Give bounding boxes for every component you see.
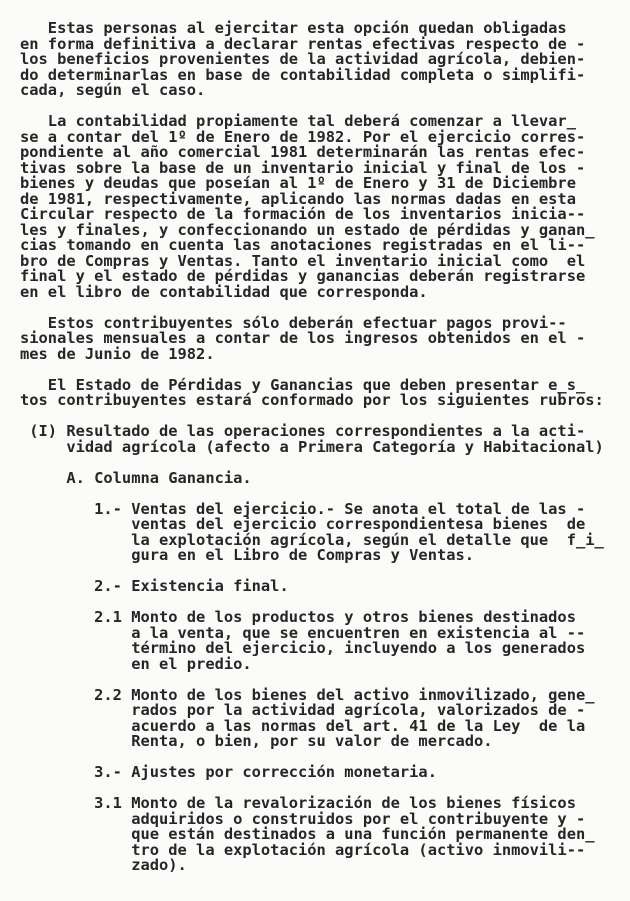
text-line: tro de la explotación agrícola (activo inmovili-- — [20, 840, 586, 859]
text-line: Circular respecto de la formación de los inventarios inicia-- — [20, 205, 586, 223]
item-I — [20, 424, 624, 455]
text-line: A. Columna Ganancia. — [20, 468, 252, 487]
text-line: la explotación agrícola, según el detalle que f̲i̲ — [20, 530, 604, 549]
text-line: 1.- Ventas del ejercicio.- Se anota el total de las - — [20, 499, 586, 518]
text-line: tos contribuyentes estará conformado por los siguientes rubros: — [20, 391, 604, 409]
text-line: cada, según el caso. — [20, 81, 206, 99]
text-line: gura en el Libro de Compras y Ventas. — [20, 546, 475, 564]
text-line: 3.1 Monto de la revalorización de los bienes físicos — [20, 794, 576, 812]
item-1 — [20, 499, 624, 564]
paragraph-4 — [20, 375, 624, 409]
item-3 — [20, 765, 624, 781]
text-line: en el libro de contabilidad que corresponda. — [20, 282, 428, 301]
text-line: rados por la actividad agrícola, valorizados de - — [20, 701, 586, 719]
text-line: 2.2 Monto de los bienes del activo inmovilizado, gene̲ — [20, 685, 595, 704]
text-line: 2.- Existencia final. — [20, 577, 289, 595]
text-line: en el predio. — [20, 654, 252, 673]
text-line: ventas del ejercicio correspondientesa bienes de — [20, 515, 586, 533]
text-line: final y el estado de pérdidas y ganancias deberán registrarse — [20, 267, 586, 285]
item-2-1 — [20, 610, 624, 672]
text-line: Estos contribuyentes sólo deberán efectuar pagos provi-- — [20, 313, 567, 332]
text-line: adquiridos o construidos por el contribuyente y - — [20, 809, 586, 828]
text-line: Estas personas al ejercitar esta opción quedan obligadas — [20, 19, 567, 37]
text-line: término del ejercicio, incluyendo a los generados — [20, 639, 586, 657]
text-line: les y finales, y confeccionando un estado de pérdidas y ganan̲ — [20, 220, 595, 239]
text-line: 2.1 Monto de los productos y otros bienes destinados — [20, 608, 576, 626]
paragraph-1 — [20, 21, 624, 99]
text-line: sionales mensuales a contar de los ingresos obtenidos en el - — [20, 329, 586, 347]
text-line: que están destinados a una función permanente den̲ — [20, 825, 595, 843]
text-line: los beneficios provenientes de la actividad agrícola, debien- — [20, 50, 586, 68]
text-line: El Estado de Pérdidas y Ganancias que deben presentar e̲s̲ — [20, 375, 586, 394]
text-line: tivas sobre la base de un inventario inicial y final de los - — [20, 158, 586, 177]
item-3-1 — [20, 796, 624, 874]
text-line: Renta, o bien, por su valor de mercado. — [20, 732, 493, 750]
text-line: a la venta, que se encuentren en existencia al -- — [20, 623, 586, 642]
text-line: en forma definitiva a declarar rentas efectivas respecto de - — [20, 34, 586, 53]
text-line: La contabilidad propiamente tal deberá comenzar a llevar̲ — [20, 112, 576, 130]
text-line: bienes y deudas que poseían al 1º de Enero y 31 de Diciembre — [20, 174, 576, 192]
document-text — [20, 21, 624, 874]
text-line: vidad agrícola (afecto a Primera Categoría y Habitacional) — [20, 437, 604, 456]
text-line: mes de Junio de 1982. — [20, 344, 215, 363]
text-line: se a contar del 1º de Enero de 1982. Por el ejercicio corres- — [20, 127, 586, 146]
text-line: zado). — [20, 856, 187, 874]
item-2 — [20, 579, 624, 595]
item-2-2 — [20, 685, 624, 750]
text-line: (I) Resultado de las operaciones correspondientes a la acti- — [20, 422, 586, 440]
paragraph-2 — [20, 114, 624, 300]
text-line: bro de Compras y Ventas. Tanto el inventario inicial como el — [20, 251, 586, 270]
text-line: cias tomando en cuenta las anotaciones registradas en el li-- — [20, 236, 586, 254]
text-line: de 1981, respectivamente, aplicando las normas dadas en esta — [20, 189, 576, 208]
text-line: 3.- Ajustes por corrección monetaria. — [20, 763, 437, 781]
text-line: do determinarlas en base de contabilidad completa o simplifi- — [20, 65, 586, 84]
item-A — [20, 468, 624, 487]
text-line: acuerdo a las normas del art. 41 de la Ley de la — [20, 716, 586, 735]
paragraph-3 — [20, 313, 624, 363]
text-line: pondiente al año comercial 1981 determinarán las rentas efec- — [20, 143, 586, 161]
